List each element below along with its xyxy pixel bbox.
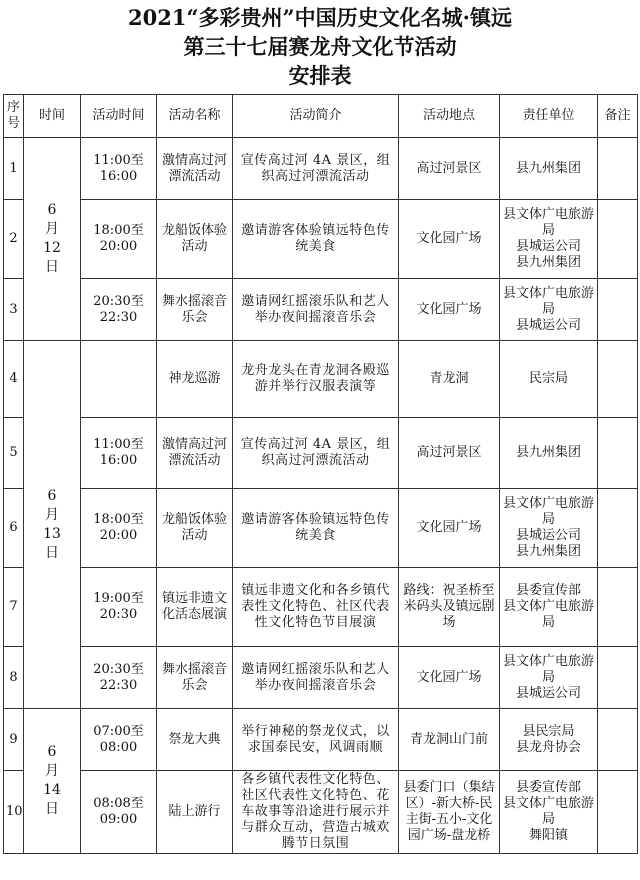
header-time: 活动时间	[81, 95, 157, 138]
row-unit: 县文体广电旅游局 县城运公司	[500, 647, 598, 709]
document-title-line2: 第三十七届赛龙舟文化节活动	[183, 34, 457, 59]
row-intro: 邀请网红摇滚乐队和艺人举办夜间摇滚音乐会	[233, 647, 399, 709]
row-seq: 4	[4, 341, 24, 418]
row-time: 20:30至 22:30	[81, 647, 157, 709]
row-place: 青龙洞	[399, 341, 500, 418]
row-name: 舞水摇滚音乐会	[157, 647, 233, 709]
row-note	[598, 200, 638, 279]
row-unit: 县委宣传部 县文体广电旅游局 舞阳镇	[500, 771, 598, 854]
row-place: 高过河景区	[399, 418, 500, 489]
row-place: 县委门口（集结区）-新大桥-民主街-五小-文化园广场-盘龙桥	[399, 771, 500, 854]
row-intro: 邀请游客体验镇远特色传统美食	[233, 489, 399, 568]
row-unit: 县文体广电旅游局 县城运公司 县九州集团	[500, 200, 598, 279]
row-intro: 宣传高过河 4A 景区，组织高过河漂流活动	[233, 418, 399, 489]
date-cell: 6 月 13 日	[24, 341, 81, 709]
table-row	[4, 489, 638, 568]
row-place: 路线：祝圣桥至米码头及镇远剧场	[399, 568, 500, 647]
row-seq: 3	[4, 279, 24, 341]
table-row	[4, 709, 638, 771]
row-unit: 民宗局	[500, 341, 598, 418]
row-name: 神龙巡游	[157, 341, 233, 418]
row-place: 文化园广场	[399, 489, 500, 568]
row-intro: 举行神秘的祭龙仪式，以求国泰民安，风调雨顺	[233, 709, 399, 771]
row-note	[598, 418, 638, 489]
row-time: 18:00至 20:00	[81, 200, 157, 279]
row-seq: 7	[4, 568, 24, 647]
row-unit: 县文体广电旅游局 县城运公司	[500, 279, 598, 341]
row-unit: 县文体广电旅游局 县城运公司 县九州集团	[500, 489, 598, 568]
row-place: 文化园广场	[399, 200, 500, 279]
row-unit: 县九州集团	[500, 418, 598, 489]
date-cell: 6 月 14 日	[24, 709, 81, 854]
header-unit: 责任单位	[500, 95, 598, 138]
document-title-line3: 安排表	[288, 63, 352, 88]
row-note	[598, 771, 638, 854]
row-seq: 9	[4, 709, 24, 771]
row-place: 文化园广场	[399, 647, 500, 709]
header-date: 时间	[24, 95, 81, 138]
row-note	[598, 489, 638, 568]
table-row	[4, 279, 638, 341]
row-name: 龙船饭体验活动	[157, 489, 233, 568]
row-time: 20:30至 22:30	[81, 279, 157, 341]
schedule-table	[3, 94, 638, 854]
table-row	[4, 200, 638, 279]
row-place: 青龙洞山门前	[399, 709, 500, 771]
row-name: 陆上游行	[157, 771, 233, 854]
row-intro: 邀请游客体验镇远特色传统美食	[233, 200, 399, 279]
table-row	[4, 568, 638, 647]
table-row	[4, 138, 638, 200]
row-seq: 8	[4, 647, 24, 709]
date-cell: 6 月 12 日	[24, 138, 81, 341]
row-seq: 2	[4, 200, 24, 279]
row-name: 舞水摇滚音乐会	[157, 279, 233, 341]
row-name: 龙船饭体验活动	[157, 200, 233, 279]
row-place: 文化园广场	[399, 279, 500, 341]
header-place: 活动地点	[399, 95, 500, 138]
header-note: 备注	[598, 95, 638, 138]
table-row	[4, 341, 638, 418]
row-name: 祭龙大典	[157, 709, 233, 771]
row-note	[598, 341, 638, 418]
row-intro: 镇远非遗文化和各乡镇代表性文化特色、社区代表性文化特色节目展演	[233, 568, 399, 647]
row-time: 11:00至 16:00	[81, 418, 157, 489]
row-unit: 县九州集团	[500, 138, 598, 200]
table-row	[4, 647, 638, 709]
row-seq: 6	[4, 489, 24, 568]
row-note	[598, 138, 638, 200]
row-unit: 县委宣传部 县文体广电旅游局	[500, 568, 598, 647]
row-seq: 10	[4, 771, 24, 854]
row-unit: 县民宗局 县龙舟协会	[500, 709, 598, 771]
table-row	[4, 771, 638, 854]
row-intro: 宣传高过河 4A 景区，组织高过河漂流活动	[233, 138, 399, 200]
header-name: 活动名称	[157, 95, 233, 138]
row-name: 激情高过河漂流活动	[157, 418, 233, 489]
row-note	[598, 279, 638, 341]
row-note	[598, 568, 638, 647]
row-intro: 龙舟龙头在青龙洞各殿巡游并举行汉服表演等	[233, 341, 399, 418]
row-name: 激情高过河漂流活动	[157, 138, 233, 200]
row-time: 19:00至 20:30	[81, 568, 157, 647]
row-time: 11:00至 16:00	[81, 138, 157, 200]
row-seq: 1	[4, 138, 24, 200]
row-intro: 各乡镇代表性文化特色、社区代表性文化特色、花车故事等沿途进行展示并与群众互动，营造古城欢腾节日氛围	[233, 771, 399, 854]
header-seq: 序号	[4, 95, 24, 138]
table-row	[4, 418, 638, 489]
row-time: 18:00至 20:00	[81, 489, 157, 568]
row-note	[598, 709, 638, 771]
row-place: 高过河景区	[399, 138, 500, 200]
header-row	[4, 95, 638, 138]
row-note	[598, 647, 638, 709]
row-time: 08:08至 09:00	[81, 771, 157, 854]
row-time	[81, 341, 157, 418]
document-title-line1: 2021“多彩贵州”中国历史文化名城·镇远	[128, 5, 512, 30]
row-name: 镇远非遗文化活态展演	[157, 568, 233, 647]
row-time: 07:00至 08:00	[81, 709, 157, 771]
row-seq: 5	[4, 418, 24, 489]
row-intro: 邀请网红摇滚乐队和艺人举办夜间摇滚音乐会	[233, 279, 399, 341]
header-intro: 活动简介	[233, 95, 399, 138]
